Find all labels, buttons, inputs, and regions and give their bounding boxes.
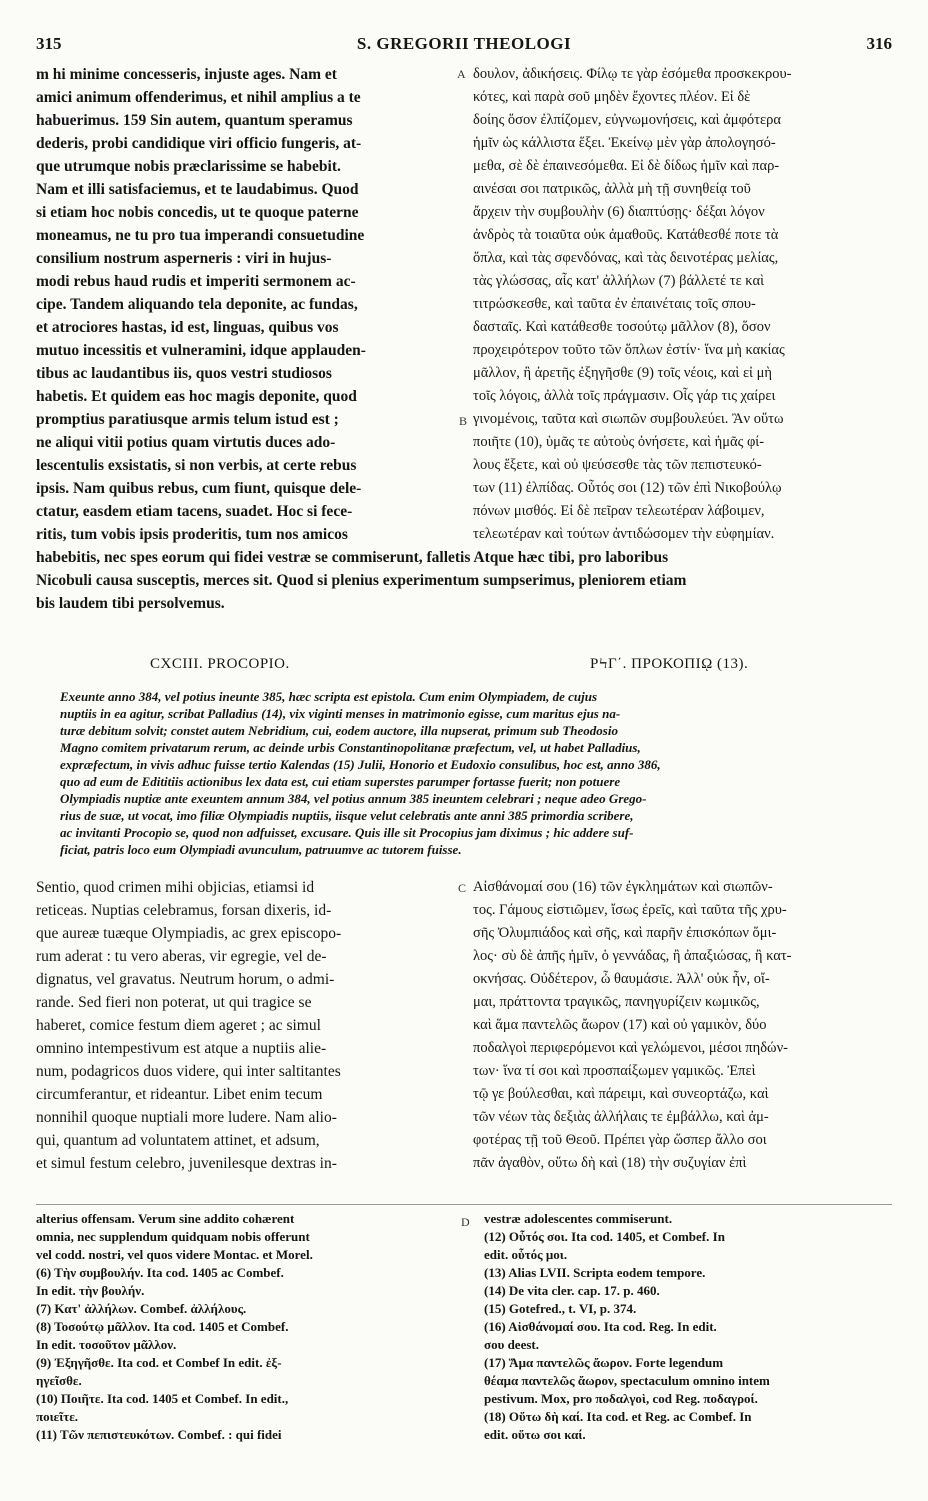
greek-text-line: φοτέρας τῇ τοῦ Θεοῦ. Πρέπει γὰρ ὥσπερ ἄλλο σοι xyxy=(473,1132,767,1148)
greek-text-line: μεθα, σὲ δὲ ἐπαινεσόμεθα. Εἰ δὲ δίδως ἡμῖν καὶ παρ- xyxy=(473,158,780,174)
latin-text-line: rum aderat : tu vero aberas, vir egregie, vel de- xyxy=(36,948,327,965)
latin-text-line: dederis, probi candidique viri officio fungeris, at- xyxy=(36,135,362,152)
latin-text-line: m hi minime concesseris, injuste ages. Nam et xyxy=(36,66,337,83)
greek-text-line: κότες, καὶ παρὰ σοῦ μηδὲν ἔχοντες πλέον. Εἰ δὲ xyxy=(473,89,751,105)
latin-text-line: si etiam hoc nobis concedis, ut te quoque paterne xyxy=(36,204,359,221)
footnote-line: (7) Κατ' ἀλλήλων. Combef. ἀλλήλους. xyxy=(36,1301,247,1316)
latin-text-line: bis laudem tibi persolvemus. xyxy=(36,595,225,612)
greek-text-line: οκνήσας. Οὐδέτερον, ὦ θαυμάσιε. Ἀλλ' οὐκ ἦν, οἴ- xyxy=(473,971,770,987)
intro-text-line: Olympiadis nuptiæ ante exeuntem annum 384, vel potius annum 385 ineuntem celebrari ; neque adeo Grego- xyxy=(60,791,647,806)
footnote-line: vel codd. nostri, vel quos videre Montac. et Morel. xyxy=(36,1247,313,1262)
intro-text-line: Exeunte anno 384, vel potius ineunte 385, hæc scripta est epistola. Cum enim Olympiadem, de cujus xyxy=(60,689,597,704)
latin-column-top xyxy=(36,63,456,546)
greek-text-line: μαι, πράττοντα τραγικῶς, πανηγυρίζειν κωμικῶς, xyxy=(473,994,760,1010)
intro-text-line: Magno comitem privatarum rerum, ac deinde urbis Constantinopolitanæ præfectum, vel, ut habet Palladius, xyxy=(60,740,641,755)
letter-introduction xyxy=(60,688,892,858)
footnote-line: alterius offensam. Verum sine addito cohærent xyxy=(36,1211,295,1226)
footnote-line: ποιεῖτε. xyxy=(36,1409,79,1424)
footnote-line: In edit. τὴν βουλήν. xyxy=(36,1283,145,1298)
greek-text-line: τὰς γλώσσας, αἷς κατ' ἀλλήλων (7) βάλλετέ τε καὶ xyxy=(473,273,764,289)
intro-text-line: turæ debitum solvit; constet autem Nebridium, cui, eodem auctore, illa nupserat, primum sub Theodosio xyxy=(60,723,618,738)
footnote-line: θέαμα παντελῶς ἄωρον, spectaculum omnino intem xyxy=(484,1373,770,1388)
footnotes-left xyxy=(36,1210,456,1444)
latin-text-line: rande. Sed fieri non poterat, ut qui tragice se xyxy=(36,994,312,1011)
footnote-line: edit. οὗτός μοι. xyxy=(484,1247,568,1262)
footnote-line: σου deest. xyxy=(484,1337,539,1352)
footnote-line: (16) Αἰσθάνομαί σου. Ita cod. Reg. In edit. xyxy=(484,1319,717,1334)
footnote-line: In edit. τοσοῦτον μᾶλλον. xyxy=(36,1337,177,1352)
greek-text-line: τιτρώσκεσθε, καὶ ταῦτα ἐν ἐπαινέταις τοῖς σπου- xyxy=(473,296,756,312)
intro-text-line: rius de suæ, ut vocat, imo filiæ Olympiadis nuptiis, iisque velut celebratis ante anni 385 primordia scribere, xyxy=(60,808,634,823)
latin-text-line: consilium nostrum asperneris : viri in hujus- xyxy=(36,250,332,267)
footnote-line: (10) Ποιῆτε. Ita cod. 1405 et Combef. In edit., xyxy=(36,1391,289,1406)
greek-text-line: τοῖς λόγοις, ἀλλὰ τοῖς πράγμασιν. Οἷς γάρ τις χαίρει xyxy=(473,388,776,404)
latin-text-line: nonnihil quoque nuptiali more ludere. Nam alio- xyxy=(36,1109,337,1126)
footnote-line: (6) Τὴν συμβουλήν. Ita cod. 1405 ac Combef. xyxy=(36,1265,284,1280)
greek-text-line: προχειρότερον τοῦτο τῶν ὅπλων ἐστίν· ἵνα μὴ κακίας xyxy=(473,342,785,358)
greek-text-line: ἀνδρὸς τὰ τοιαῦτα οὐκ ἀμαθοῦς. Κατάθεσθέ ποτε τὰ xyxy=(473,227,779,243)
latin-text-line: ipsis. Nam quibus rebus, cum fiunt, quisque dele- xyxy=(36,480,362,497)
latin-text-line: ne aliqui vitii potius quam virtutis duces ado- xyxy=(36,434,336,451)
footnote-line: (14) De vita cler. cap. 17. p. 460. xyxy=(484,1283,660,1298)
latin-text-line: habetis. Et quidem eas hoc magis deponite, quod xyxy=(36,388,357,405)
latin-text-line: dignatus, vel gravatus. Neutrum horum, o admi- xyxy=(36,971,335,988)
latin-text-line: et simul festum celebro, juvenilesque dextras in- xyxy=(36,1155,337,1172)
latin-text-line: moneamus, ne tu pro tua imperandi consuetudine xyxy=(36,227,365,244)
latin-text-line: mutuo incessitis et vulneramini, idque applauden- xyxy=(36,342,366,359)
margin-letter-d: D xyxy=(461,1215,470,1229)
greek-text-line: των (11) ἐλπίδας. Οὗτός σοι (12) τῶν ἐπὶ Νικοβούλῳ xyxy=(473,480,782,496)
latin-text-line: ctatur, easdem etiam tacens, suadet. Hoc si fece- xyxy=(36,503,353,520)
greek-text-line: δοίης ὅσον ἐλπίζομεν, εὐγνωμονήσεις, καὶ ἀμφότερα xyxy=(473,112,781,128)
footnotes-right xyxy=(484,1210,894,1444)
latin-text-line: haberet, comice festum diem ageret ; ac simul xyxy=(36,1017,321,1034)
greek-text-line: τῷ γε βούλεσθαι, καὶ πάρειμι, καὶ συνεορτάζω, καὶ xyxy=(473,1086,769,1102)
running-header xyxy=(36,34,892,58)
greek-text-line: αινέσαι σοι πατρικῶς, ἀλλὰ μὴ τῇ συνηθείᾳ τοῦ xyxy=(473,181,751,197)
margin-letter-a: A xyxy=(457,67,466,81)
latin-text-line: tibus ac laudantibus iis, quos vestri studiosos xyxy=(36,365,332,382)
latin-text-line: et atrociores hastas, id est, linguas, quibus vos xyxy=(36,319,339,336)
section-heading-greek: ΡϞΓ΄. ΠΡΟΚΟΠΙῼ (13). xyxy=(590,656,749,672)
greek-text-line: λος· σὺ δὲ ἀπῆς ἡμῖν, ὁ γεννάδας, ἢ ἀπαξιώσας, ἢ κατ- xyxy=(473,948,792,964)
footnote-line: edit. οὕτω σοι καί. xyxy=(484,1427,586,1442)
intro-text-line: expræfectum, in vivis adhuc fuisse tertio Kalendas (15) Julii, Honorio et Eudoxio consulibus, hoc est, anno 386, xyxy=(60,757,661,772)
greek-text-line: πᾶν ἀγαθὸν, οὕτω δὴ καὶ (18) τὴν συζυγίαν ἐπὶ xyxy=(473,1155,747,1171)
latin-column-bottom xyxy=(36,876,456,1175)
intro-text-line: nuptiis in ea agitur, scribat Palladius (14), vix viginti menses in matrimonio egisse, cum maritus ejus na- xyxy=(60,706,621,721)
latin-text-line: que utrumque nobis præclarissime se habebit. xyxy=(36,158,341,175)
right-page-number: 316 xyxy=(866,34,892,53)
greek-text-line: μᾶλλον, ἢ ἀρετῆς ἐξηγῆσθε (9) τοῖς νέοις, καὶ εἰ μὴ xyxy=(473,365,772,381)
latin-text-line: reticeas. Nuptias celebramus, forsan dixeris, id- xyxy=(36,902,332,919)
latin-text-line: lescentulis exsistatis, si non verbis, at certe rebus xyxy=(36,457,357,474)
greek-text-line: δασταῖς. Καὶ κατάθεσθε τοσούτῳ μᾶλλον (8), ὅσον xyxy=(473,319,771,335)
footnote-line: (13) Alias LVII. Scripta eodem tempore. xyxy=(484,1265,706,1280)
greek-text-line: σῆς Ὀλυμπιάδος καὶ σῆς, καὶ παρῆν ἐπισκόπων ὅμι- xyxy=(473,925,777,941)
latin-text-line: habuerimus. 159 Sin autem, quantum speramus xyxy=(36,112,353,129)
greek-column-top xyxy=(473,63,893,546)
section-heading-latin: CXCIII. PROCOPIO. xyxy=(150,656,290,672)
footnote-line: (9) Ἐξηγῆσθε. Ita cod. et Combef In edit. ἐξ- xyxy=(36,1355,282,1370)
latin-full-width-text xyxy=(36,546,892,615)
footnote-line: (12) Οὗτός σοι. Ita cod. 1405, et Combef. In xyxy=(484,1229,725,1244)
latin-text-line: Sentio, quod crimen mihi objicias, etiamsi id xyxy=(36,879,315,896)
greek-text-line: ἄρχειν τὴν συμβουλὴν (6) διαπτύσῃς· δέξαι λόγον xyxy=(473,204,765,220)
greek-text-line: των· ἵνα τί σοι καὶ προσπαίξωμεν γαμικῶς. Ἐπεὶ xyxy=(473,1063,756,1079)
margin-letter-c: C xyxy=(458,881,467,895)
latin-text-line: omnino intempestivum est atque a nuptiis alie- xyxy=(36,1040,327,1057)
greek-text-line: τελεωτέραν καὶ τούτων ἀντιδώσομεν τὴν εὐφημίαν. xyxy=(473,526,775,542)
footnote-line: omnia, nec supplendum quidquam nobis offerunt xyxy=(36,1229,310,1244)
greek-text-line: τος. Γάμους εἰστιῶμεν, ἴσως ἐρεῖς, καὶ ταῦτα τῆς χρυ- xyxy=(473,902,787,918)
footnote-line: (15) Gotefred., t. VI, p. 374. xyxy=(484,1301,637,1316)
left-page-number: 315 xyxy=(36,34,62,53)
intro-text-line: ficiat, patris loco eum Olympiadi avunculum, patruumve ac tutorem fuisse. xyxy=(60,842,462,857)
greek-text-line: ποιῆτε (10), ὑμᾶς τε αὐτοὺς ὀνήσετε, καὶ ἡμᾶς φί- xyxy=(473,434,765,450)
latin-text-line: amici animum offenderimus, et nihil amplius a te xyxy=(36,89,361,106)
greek-text-line: καὶ ἅμα παντελῶς ἄωρον (17) καὶ οὐ γαμικὸν, δύο xyxy=(473,1017,767,1033)
latin-text-line: qui, quantum ad voluntatem attinet, et adsum, xyxy=(36,1132,320,1149)
footnote-line: ηγεῖσθε. xyxy=(36,1373,82,1388)
latin-text-line: Nam et illi satisfaciemus, et te laudabimus. Quod xyxy=(36,181,359,198)
running-title: S. GREGORII THEOLOGI xyxy=(356,34,572,53)
greek-text-line: πόνων μισθός. Εἰ δὲ πεῖραν τελεωτέραν λάβοιμεν, xyxy=(473,503,765,519)
latin-text-line: modi rebus haud rudis et imperiti sermonem ac- xyxy=(36,273,356,290)
greek-text-line: λους ἕξετε, καὶ οὐ ψεύσεσθε τὰς τῶν πεπιστευκό- xyxy=(473,457,762,473)
footnote-line: (18) Οὕτω δὴ καί. Ita cod. et Reg. ac Combef. In xyxy=(484,1409,752,1424)
footnote-line: (17) Ἅμα παντελῶς ἄωρον. Forte legendum xyxy=(484,1355,724,1370)
latin-text-line: num, podagricos duos videre, qui inter saltitantes xyxy=(36,1063,341,1080)
greek-column-bottom xyxy=(473,876,893,1175)
greek-text-line: τῶν νέων τὰς δεξιὰς ἀλλήλαις τε ἐμβάλλω, καὶ ἀμ- xyxy=(473,1109,769,1125)
latin-text-line: Nicobuli causa susceptis, merces sit. Quod si plenius experimentum sumpserimus, pleniorem etiam xyxy=(36,572,687,589)
footnote-line: (8) Τοσούτῳ μᾶλλον. Ita cod. 1405 et Combef. xyxy=(36,1319,289,1334)
intro-text-line: ac invitanti Procopio se, quod non adfuisset, excusare. Quis ille sit Procopius jam diximus ; hic addere suf- xyxy=(60,825,634,840)
latin-text-line: que aureæ tuæque Olympiadis, ac grex episcopo- xyxy=(36,925,342,942)
footnote-line: (11) Τῶν πεπιστευκότων. Combef. : qui fidei xyxy=(36,1427,282,1442)
greek-text-line: Αἰσθάνομαί σου (16) τῶν ἐγκλημάτων καὶ σιωπῶν- xyxy=(473,879,773,895)
greek-text-line: γινομένοις, ταῦτα καὶ σιωπῶν συμβουλεύει. Ἂν οὕτω xyxy=(473,411,784,427)
footnote-line: vestræ adolescentes commiserunt. xyxy=(484,1211,673,1226)
latin-text-line: promptius paratiusque armis telum istud est ; xyxy=(36,411,339,428)
intro-text-line: quo ad eum de Edititiis actionibus lex data est, cui etiam superstes parumper fortasse fuerit; non potuere xyxy=(60,774,621,789)
greek-text-line: ἡμῖν ὡς κάλλιστα ἕξει. Ἐκείνῳ μὲν γὰρ ἀπολογησό- xyxy=(473,135,776,151)
footnote-line: pestivum. Mox, pro ποδαλγοὶ, cod Reg. ποδαγροί. xyxy=(484,1391,758,1406)
greek-text-line: ποδαλγοὶ περιφερόμενοι καὶ γελώμενοι, μέσοι πηδών- xyxy=(473,1040,788,1056)
latin-text-line: circumferantur, et rideantur. Libet enim tecum xyxy=(36,1086,323,1103)
latin-text-line: ritis, tum vobis ipsis proderitis, tum nos amicos xyxy=(36,526,348,543)
latin-text-line: habebitis, nec spes eorum qui fidei vestræ se commiserunt, falletis Atque hæc tibi, pro laboribus xyxy=(36,549,669,566)
greek-text-line: δουλον, ἀδικήσεις. Φίλῳ τε γὰρ ἐσόμεθα προσκεκρου- xyxy=(473,66,792,82)
greek-text-line: ὅπλα, καὶ τὰς σφενδόνας, καὶ τὰς δεινοτέρας μελίας, xyxy=(473,250,779,266)
footnote-rule xyxy=(36,1204,892,1205)
latin-text-line: cipe. Tandem aliquando tela deponite, ac fundas, xyxy=(36,296,358,313)
margin-letter-b: B xyxy=(459,414,468,428)
